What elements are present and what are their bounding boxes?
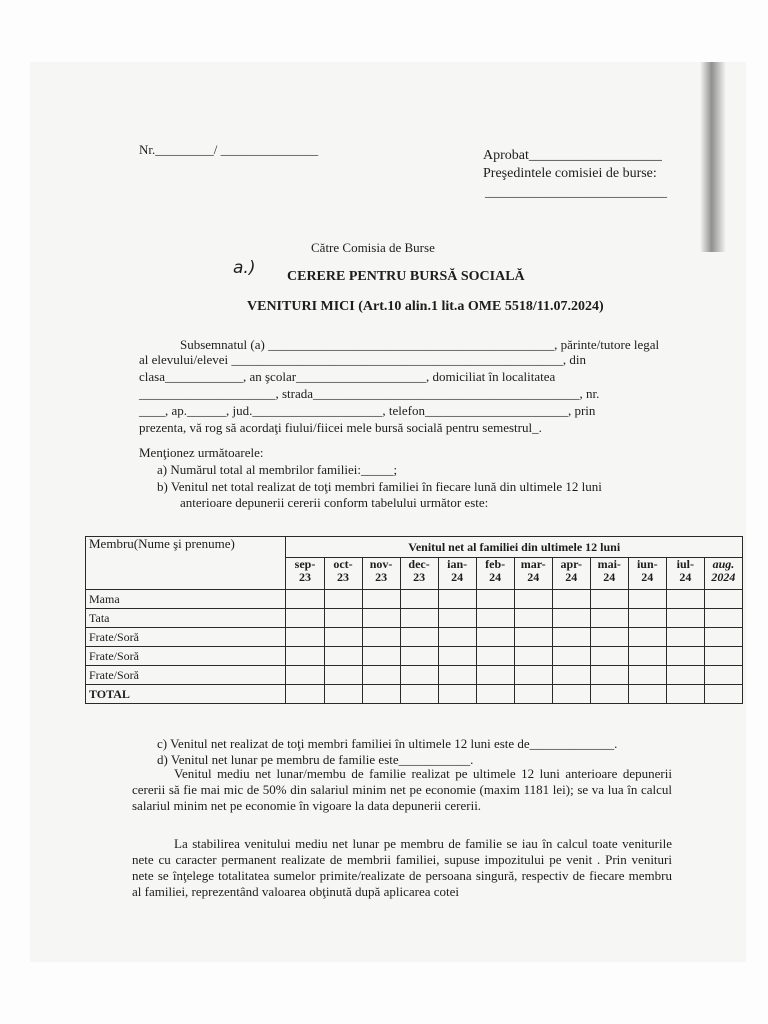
month-year: 24 (565, 570, 578, 584)
member-label: Frate/Soră (86, 628, 286, 647)
month-year: 23 (413, 570, 426, 584)
income-cell[interactable] (666, 685, 704, 704)
income-cell[interactable] (628, 666, 666, 685)
income-cell[interactable] (704, 666, 742, 685)
month-year: 23 (337, 570, 350, 584)
income-cell[interactable] (628, 609, 666, 628)
approved-label: Aprobat___________________ (483, 148, 662, 163)
income-cell[interactable] (286, 590, 324, 609)
income-cell[interactable] (324, 628, 362, 647)
month-header (438, 558, 476, 590)
scan-shadow (700, 62, 726, 252)
income-cell[interactable] (476, 666, 514, 685)
income-cell[interactable] (362, 609, 400, 628)
recipient: Către Comisia de Burse (311, 240, 435, 255)
month-label: oct- (333, 557, 353, 571)
month-label: aug. (712, 557, 735, 571)
income-cell[interactable] (590, 590, 628, 609)
member-column-header: Membru(Nume şi prenume) (86, 537, 286, 590)
month-year: 23 (375, 570, 388, 584)
income-cell[interactable] (438, 685, 476, 704)
income-cell[interactable] (628, 685, 666, 704)
month-header (362, 558, 400, 590)
table-row (86, 666, 743, 685)
month-header (400, 558, 438, 590)
month-label: mar- (520, 557, 546, 571)
income-cell[interactable] (590, 666, 628, 685)
applicant-line-6: prezenta, vă rog să acordaţi fiului/fiicei mele bursă socială pentru semestrul_. (139, 420, 542, 435)
item-a: a) Numărul total al membrilor familiei:_____; (157, 462, 398, 477)
income-cell[interactable] (628, 590, 666, 609)
income-cell[interactable] (438, 609, 476, 628)
income-header: Venitul net al familiei din ultimele 12 luni (286, 537, 743, 558)
income-cell[interactable] (514, 590, 552, 609)
income-cell[interactable] (324, 685, 362, 704)
income-cell[interactable] (286, 628, 324, 647)
month-label: iul- (676, 557, 694, 571)
handwritten-mark: a.) (233, 258, 256, 278)
applicant-line-1: Subsemnatul (a) ____________________________________________, părinte/tutore legal (180, 337, 660, 352)
document-subtitle: VENITURI MICI (Art.10 alin.1 lit.a OME 5518/11.07.2024) (247, 299, 604, 314)
member-label: Tata (86, 609, 286, 628)
income-cell[interactable] (324, 666, 362, 685)
income-table-body (86, 590, 743, 704)
income-cell[interactable] (552, 666, 590, 685)
income-cell[interactable] (514, 609, 552, 628)
income-cell[interactable] (362, 628, 400, 647)
income-cell[interactable] (590, 628, 628, 647)
table-row (86, 609, 743, 628)
income-cell[interactable] (476, 685, 514, 704)
income-cell[interactable] (514, 685, 552, 704)
income-cell[interactable] (438, 628, 476, 647)
document-title: CERERE PENTRU BURSĂ SOCIALĂ (287, 269, 525, 284)
month-label: apr- (560, 557, 582, 571)
month-year: 24 (641, 570, 654, 584)
income-cell[interactable] (324, 609, 362, 628)
income-cell[interactable] (476, 609, 514, 628)
month-header (286, 558, 324, 590)
income-cell[interactable] (666, 590, 704, 609)
income-cell[interactable] (438, 647, 476, 666)
paragraph-income-definition: La stabilirea venitului mediu net lunar pe membru de familie se iau în calcul toate veniturile nete cu caracter permanent realizate de membrii familiei, supuse impozitului pe venit . Prin venituri nete se înţelege totalitatea sumelor primite/realizate de persoana singură, respectiv de fiecare membru al familiei, reprezentând valoarea obţinută după aplicarea cotei (132, 836, 672, 899)
income-cell[interactable] (286, 666, 324, 685)
income-cell[interactable] (286, 685, 324, 704)
month-label: mai- (597, 557, 621, 571)
income-cell[interactable] (590, 685, 628, 704)
income-cell[interactable] (362, 666, 400, 685)
applicant-line-2: al elevului/elevei ___________________________________________________, din (139, 352, 587, 367)
income-cell[interactable] (400, 590, 438, 609)
income-cell[interactable] (400, 666, 438, 685)
income-cell[interactable] (286, 647, 324, 666)
month-header (704, 558, 742, 590)
month-header (514, 558, 552, 590)
income-cell[interactable] (514, 666, 552, 685)
month-year: 24 (489, 570, 502, 584)
month-header (324, 558, 362, 590)
month-year: 24 (679, 570, 692, 584)
month-label: dec- (408, 557, 430, 571)
income-cell[interactable] (552, 685, 590, 704)
table-row (86, 647, 743, 666)
member-label: Frate/Soră (86, 647, 286, 666)
table-row (86, 685, 743, 704)
income-cell[interactable] (400, 628, 438, 647)
month-header (666, 558, 704, 590)
income-cell[interactable] (590, 647, 628, 666)
income-cell[interactable] (704, 685, 742, 704)
registration-number: Nr._________/ _______________ (139, 142, 319, 157)
month-year: 24 (603, 570, 616, 584)
applicant-line-4: _____________________, strada_________________________________________, nr. (139, 386, 600, 401)
month-label: feb- (485, 557, 506, 571)
income-table (85, 536, 743, 704)
month-header (590, 558, 628, 590)
mention-heading: Menţionez următoarele: (139, 445, 264, 460)
income-cell[interactable] (362, 685, 400, 704)
table-row (86, 628, 743, 647)
income-cell[interactable] (362, 647, 400, 666)
month-year: 24 (451, 570, 464, 584)
income-cell[interactable] (514, 647, 552, 666)
commission-president: Preşedintele comisiei de burse: (483, 166, 657, 181)
income-cell[interactable] (552, 647, 590, 666)
income-cell[interactable] (666, 628, 704, 647)
month-label: sep- (294, 557, 316, 571)
income-cell[interactable] (324, 647, 362, 666)
income-cell[interactable] (704, 647, 742, 666)
income-cell[interactable] (552, 609, 590, 628)
item-c: c) Venitul net realizat de toţi membri familiei în ultimele 12 luni este de_____________. (157, 736, 618, 751)
income-cell[interactable] (400, 685, 438, 704)
income-cell[interactable] (628, 628, 666, 647)
month-label: ian- (447, 557, 468, 571)
member-label: Mama (86, 590, 286, 609)
month-header (628, 558, 666, 590)
month-header (476, 558, 514, 590)
month-year: 2024 (711, 570, 736, 584)
income-cell[interactable] (476, 590, 514, 609)
income-cell[interactable] (666, 609, 704, 628)
income-cell[interactable] (476, 628, 514, 647)
month-year: 24 (527, 570, 540, 584)
income-cell[interactable] (324, 590, 362, 609)
applicant-line-3: clasa____________, an şcolar____________________, domiciliat în localitatea (139, 369, 556, 384)
income-cell[interactable] (362, 590, 400, 609)
income-cell[interactable] (704, 590, 742, 609)
income-cell[interactable] (286, 609, 324, 628)
income-cell[interactable] (628, 647, 666, 666)
month-header (552, 558, 590, 590)
member-label: TOTAL (86, 685, 286, 704)
income-cell[interactable] (400, 647, 438, 666)
table-row (86, 590, 743, 609)
item-d: d) Venitul net lunar pe membru de familie este___________. (157, 752, 474, 767)
month-label: nov- (369, 557, 393, 571)
income-cell[interactable] (552, 628, 590, 647)
member-label: Frate/Soră (86, 666, 286, 685)
income-cell[interactable] (438, 590, 476, 609)
income-cell[interactable] (400, 609, 438, 628)
signature-line: ____________________________ (485, 184, 667, 199)
applicant-line-5: ____, ap.______, jud.____________________, telefon______________________, prin (139, 403, 596, 418)
month-year: 23 (299, 570, 311, 584)
income-cell[interactable] (590, 609, 628, 628)
item-b-line-2: anterioare depunerii cererii conform tabelului următor este: (180, 495, 489, 510)
income-cell[interactable] (514, 628, 552, 647)
month-label: iun- (636, 557, 658, 571)
paragraph-minimum-income: Venitul mediu net lunar/membu de familie realizat pe ultimele 12 luni anterioare depunerii cererii să fie mai mic de 50% din salariul minim net pe economie (maxim 1181 lei); se va lua în calcul salariul minim net pe economie în vigoare la data depunerii cererii. (132, 766, 672, 813)
income-cell[interactable] (704, 628, 742, 647)
income-cell[interactable] (476, 647, 514, 666)
income-cell[interactable] (666, 666, 704, 685)
income-cell[interactable] (704, 609, 742, 628)
item-b-line-1: b) Venitul net total realizat de toţi membri familiei în fiecare lună din ultimele 12 luni (157, 479, 602, 494)
income-cell[interactable] (666, 647, 704, 666)
income-cell[interactable] (552, 590, 590, 609)
income-cell[interactable] (438, 666, 476, 685)
